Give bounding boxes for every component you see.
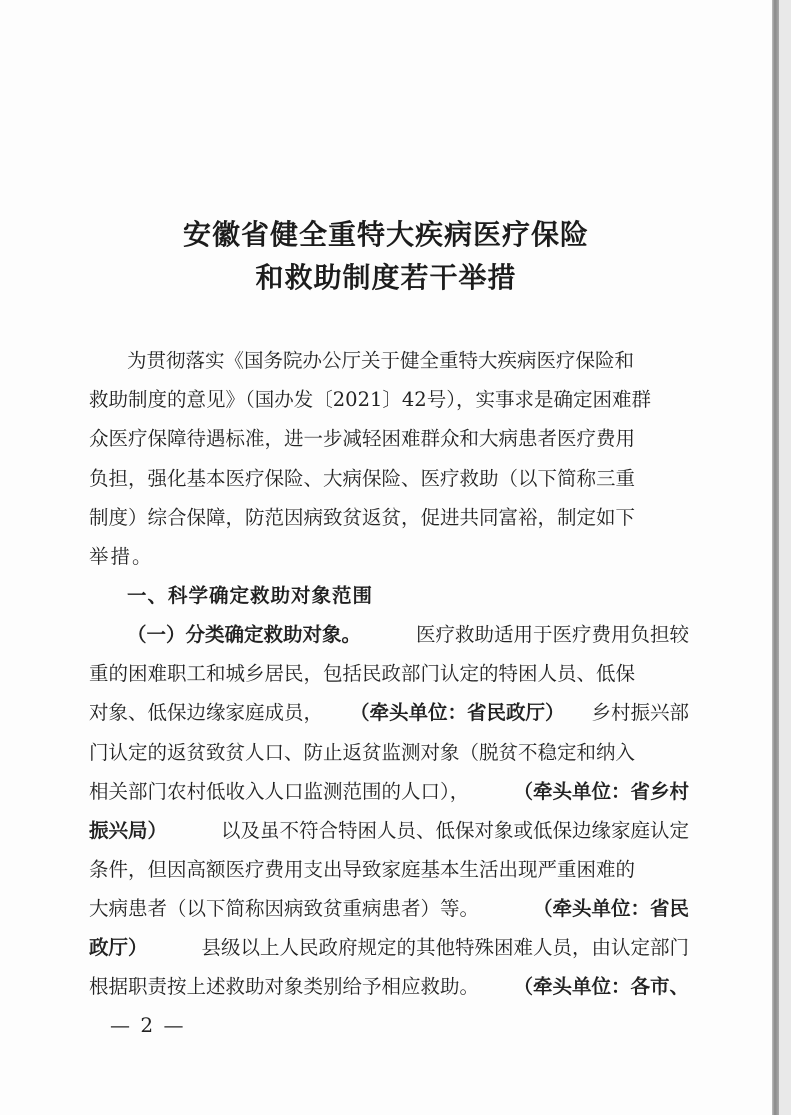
- paragraph-1-line-1-text: 医疗救助适用于医疗费用负担较: [415, 623, 689, 646]
- document-title-line-2: 和救助制度若干举措: [255, 261, 517, 294]
- lead-unit-civil-affairs-2-end: 政厅）: [89, 936, 148, 959]
- paragraph-1-line-3-text-b: 乡村振兴部: [591, 701, 689, 724]
- paragraph-1-line-8-text: 大病患者（以下简称因病致贫重病患者）等。: [89, 897, 480, 920]
- paragraph-1-line-4: 门认定的返贫致贫人口、防止返贫监测对象（脱贫不稳定和纳入: [89, 741, 636, 764]
- intro-line-4: 负担，强化基本医疗保险、大病保险、医疗救助（以下简称三重: [89, 467, 636, 490]
- paragraph-1-line-5-text: 相关部门农村低收入人口监测范围的人口），: [89, 780, 470, 803]
- page-edge-shadow: [772, 0, 779, 1115]
- paragraph-1-line-5: [89, 778, 689, 806]
- paragraph-1-line-3-text-a: 对象、低保边缘家庭成员，: [89, 701, 324, 724]
- paragraph-1-line-3: [89, 699, 689, 727]
- paragraph-1-line-10-text: 根据职责按上述救助对象类别给予相应救助。: [89, 975, 480, 998]
- paragraph-1-line-9-text: 县级以上人民政府规定的其他特殊困难人员，由认定部门: [201, 936, 689, 959]
- page-number: — 2 —: [110, 1013, 186, 1037]
- document-title-line-1: 安徽省健全重特大疾病医疗保险: [182, 218, 589, 251]
- paragraph-1-line-10: [89, 973, 689, 1001]
- intro-line-3: 众医疗保障待遇标准，进一步减轻困难群众和大病患者医疗费用: [89, 427, 636, 450]
- paragraph-1-line-6: [89, 817, 689, 845]
- lead-unit-rural-revitalization-end: 振兴局）: [89, 819, 168, 842]
- intro-line-2: 救助制度的意见》（国办发〔2021〕42号），实事求是确定困难群: [89, 388, 651, 411]
- paragraph-1-line-7: 条件，但因高额医疗费用支出导致家庭基本生活出现严重困难的: [89, 858, 636, 881]
- paragraph-1-line-2: 重的困难职工和城乡居民，包括民政部门认定的特困人员、低保: [89, 662, 636, 685]
- subsection-1-heading: （一）分类确定救助对象。: [127, 623, 362, 646]
- paragraph-1-line-1: [127, 621, 689, 649]
- lead-unit-civil-affairs-2: （牵头单位：省民: [532, 897, 689, 920]
- intro-line-5: 制度）综合保障，防范因病致贫返贫，促进共同富裕，制定如下: [89, 506, 636, 529]
- paragraph-1-line-8: [89, 895, 689, 923]
- lead-unit-cities: （牵头单位：各市、: [513, 975, 689, 998]
- paragraph-1-line-9: [89, 934, 689, 962]
- page-edge-background: [779, 0, 791, 1115]
- lead-unit-rural-revitalization: （牵头单位：省乡村: [513, 780, 689, 803]
- section-1-heading: 一、科学确定救助对象范围: [127, 584, 374, 607]
- intro-line-6: 举措。: [89, 545, 154, 568]
- lead-unit-civil-affairs-1: （牵头单位：省民政厅）: [349, 701, 565, 724]
- intro-line-1: 为贯彻落实《国务院办公厅关于健全重特大疾病医疗保险和: [127, 349, 635, 372]
- paragraph-1-line-6-text: 以及虽不符合特困人员、低保对象或低保边缘家庭认定: [220, 819, 689, 842]
